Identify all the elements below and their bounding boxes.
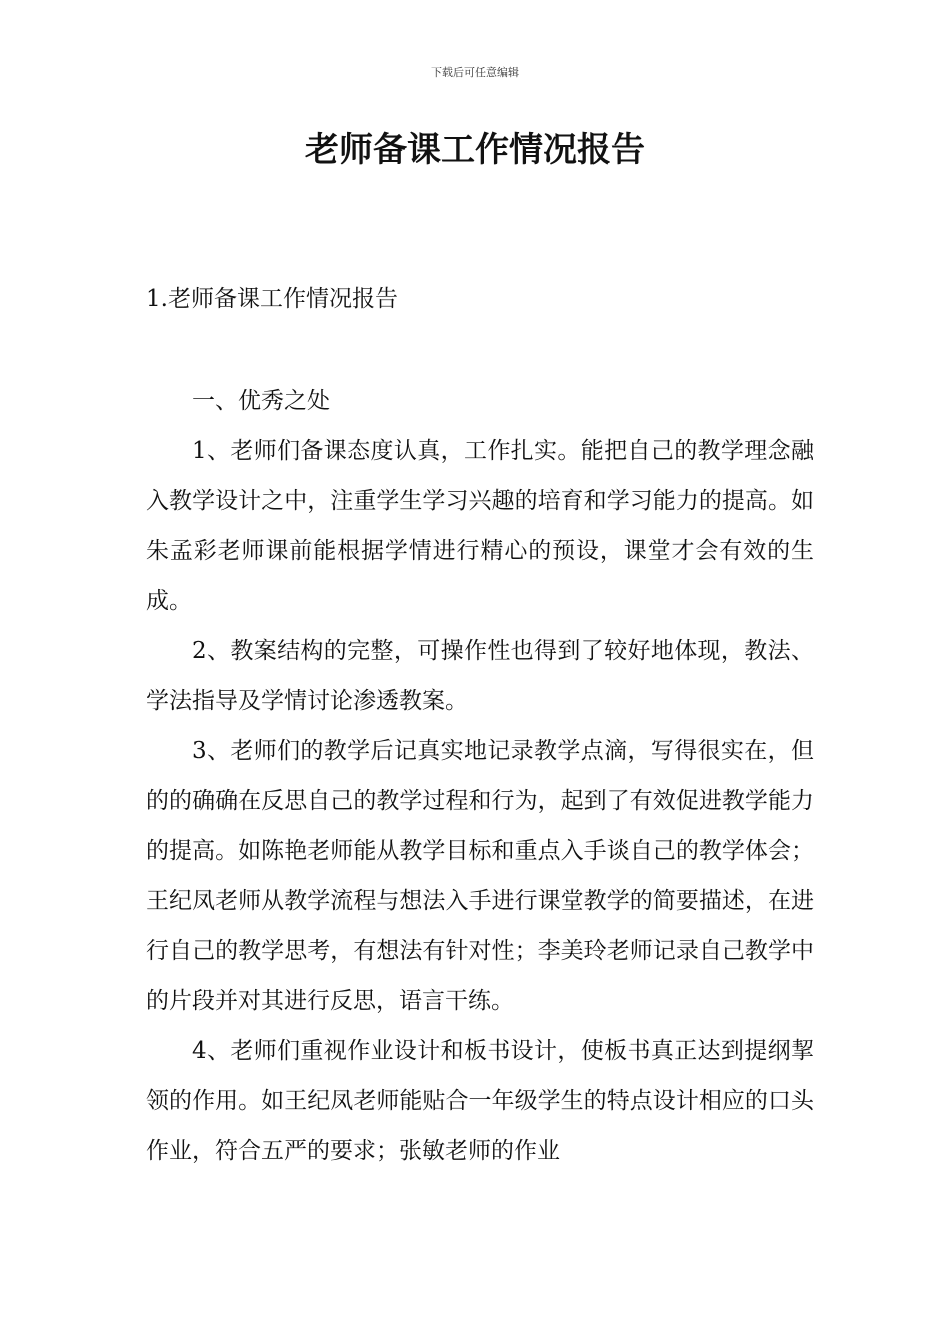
section-heading: 1.老师备课工作情况报告 [146, 286, 398, 312]
document-title: 老师备课工作情况报告 [305, 130, 645, 170]
paragraph: 2、教案结构的完整，可操作性也得到了较好地体现，教法、学法指导及学情讨论渗透教案。 [146, 638, 814, 714]
header-note: 下载后可任意编辑 [431, 66, 519, 79]
paragraph: 1、老师们备课态度认真，工作扎实。能把自己的教学理念融入教学设计之中，注重学生学习兴趣的培育和学习能力的提高。如朱孟彩老师课前能根据学情进行精心的预设，课堂才会有效的生成。 [146, 438, 814, 614]
subheading-strengths: 一、优秀之处 [192, 388, 330, 414]
document-body [146, 376, 814, 1176]
paragraph: 4、老师们重视作业设计和板书设计，使板书真正达到提纲挈领的作用。如王纪凤老师能贴合一年级学生的特点设计相应的口头作业，符合五严的要求；张敏老师的作业 [146, 1038, 814, 1164]
paragraph: 3、老师们的教学后记真实地记录教学点滴，写得很实在，但的的确确在反思自己的教学过程和行为，起到了有效促进教学能力的提高。如陈艳老师能从教学目标和重点入手谈自己的教学体会；王纪凤老师从教学流程与想法入手进行课堂教学的简要描述，在进行自己的教学思考，有想法有针对性；李美玲老师记录自己教学中的片段并对其进行反思，语言干练。 [146, 738, 814, 1014]
